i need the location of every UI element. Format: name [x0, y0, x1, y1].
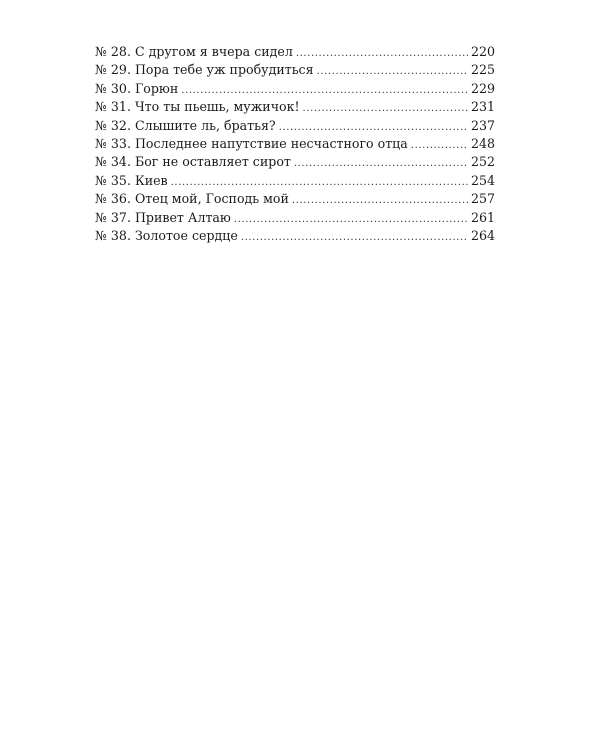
- dot-leader: [294, 155, 468, 173]
- dot-leader: [296, 45, 468, 63]
- entry-title: Киев: [134, 172, 168, 188]
- entry-number: № 35.: [95, 172, 131, 188]
- entry-page-number: 229: [470, 80, 495, 96]
- entry-page-number: 257: [470, 191, 495, 207]
- toc-entry: [95, 80, 495, 98]
- entry-number: № 37.: [95, 209, 131, 225]
- dot-leader: [303, 100, 468, 118]
- entry-title: Горюн: [134, 80, 179, 96]
- dot-leader: [317, 63, 468, 81]
- entry-page-number: 237: [470, 117, 495, 133]
- toc-entry: [95, 227, 495, 245]
- entry-title: Привет Алтаю: [134, 209, 231, 225]
- toc-entry: [95, 43, 495, 61]
- entry-page-number: 248: [470, 135, 495, 151]
- dot-leader: [241, 229, 468, 247]
- toc-entry: [95, 172, 495, 190]
- toc-entry: [95, 153, 495, 171]
- entry-title: Пора тебе уж пробудиться: [134, 62, 314, 78]
- toc-entry: [95, 209, 495, 227]
- entry-title: Золотое сердце: [134, 227, 238, 243]
- entry-number: № 29.: [95, 62, 131, 78]
- entry-number: № 31.: [95, 99, 131, 115]
- entry-number: № 28.: [95, 44, 131, 59]
- entry-page-number: 254: [470, 172, 495, 188]
- entry-page-number: 220: [470, 44, 495, 59]
- entry-page-number: 252: [470, 154, 495, 170]
- toc-entry: [95, 61, 495, 79]
- dot-leader: [411, 137, 468, 155]
- dot-leader: [292, 192, 468, 210]
- entry-page-number: 225: [470, 62, 495, 78]
- entry-title: С другом я вчера сидел: [134, 44, 293, 59]
- entry-number: № 38.: [95, 227, 131, 243]
- entry-number: № 36.: [95, 191, 131, 207]
- entry-number: № 30.: [95, 80, 131, 96]
- entry-number: № 33.: [95, 135, 131, 151]
- entry-number: № 34.: [95, 154, 131, 170]
- entry-title: Последнее напутствие несчастного отца: [134, 135, 408, 151]
- entry-title: Слышите ль, братья?: [134, 117, 276, 133]
- entry-title: Что ты пьешь, мужичок!: [134, 99, 300, 115]
- entry-page-number: 231: [470, 99, 495, 115]
- entry-number: № 32.: [95, 117, 131, 133]
- toc-entry: [95, 190, 495, 208]
- toc-entry: [95, 98, 495, 116]
- toc-entry: [95, 135, 495, 153]
- entry-title: Отец мой, Господь мой: [134, 191, 289, 207]
- table-of-contents: [95, 43, 495, 245]
- entry-title: Бог не оставляет сирот: [134, 154, 291, 170]
- toc-entry: [95, 117, 495, 135]
- entry-page-number: 261: [470, 209, 495, 225]
- dot-leader: [234, 211, 468, 229]
- entry-page-number: 264: [470, 227, 495, 243]
